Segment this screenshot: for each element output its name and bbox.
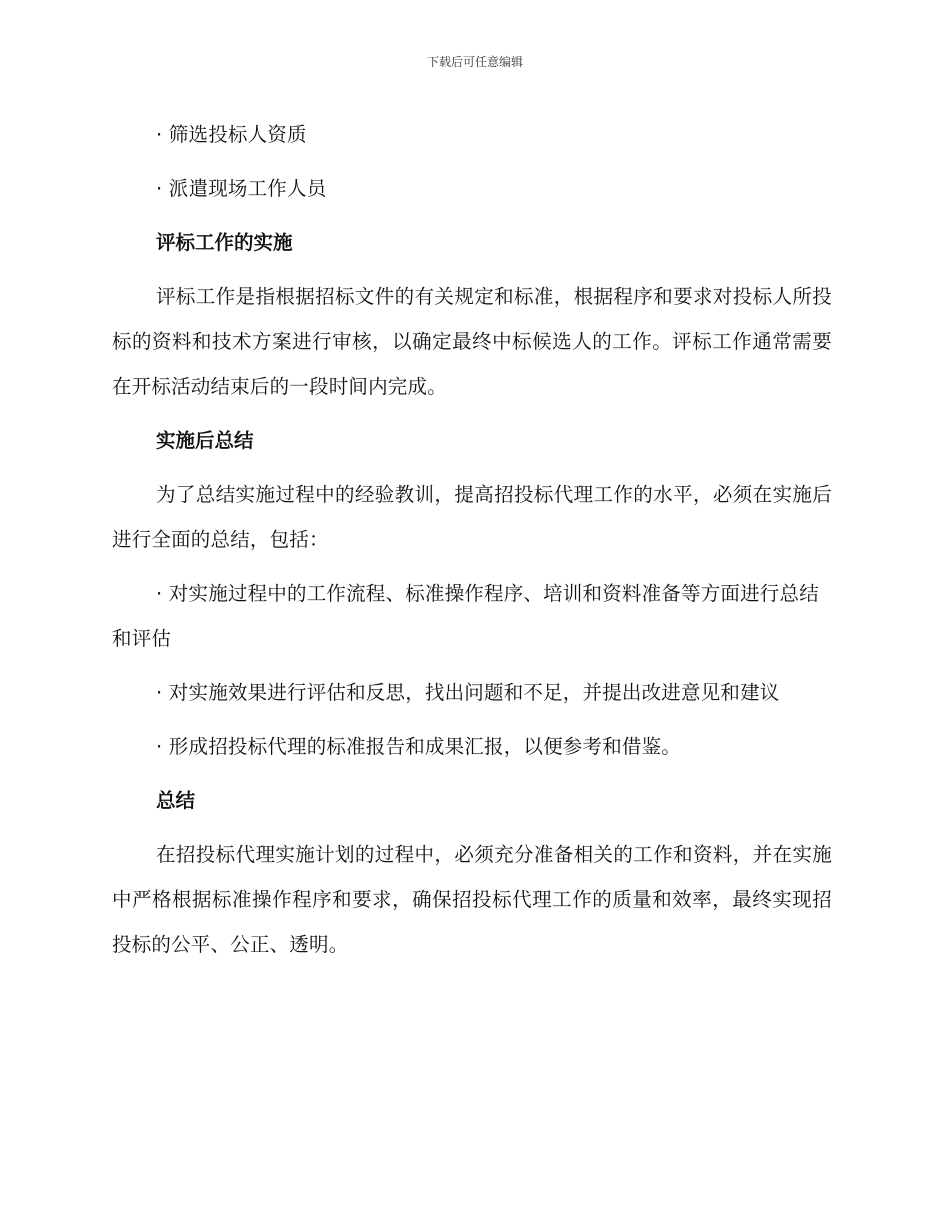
- bullet-dispatch-onsite-staff: · 派遣现场工作人员: [156, 177, 327, 200]
- bullet-standard-report: · 形成招投标代理的标准报告和成果汇报，以便参考和借鉴。: [156, 735, 681, 758]
- section-heading-conclusion: 总结: [156, 789, 196, 812]
- bullet-screen-bidder-qualification: · 筛选投标人资质: [156, 123, 307, 146]
- paragraph-evaluation: 评标工作是指根据招标文件的有关规定和标准，根据程序和要求对投标人所投标的资料和技术方案进行审核，以确定最终中标候选人的工作。评标工作通常需要在开标活动结束后的一段时间内完成。: [112, 285, 832, 398]
- bullet-effect-evaluation: · 对实施效果进行评估和反思，找出问题和不足，并提出改进意见和建议: [156, 681, 780, 704]
- paragraph-conclusion: 在招投标代理实施计划的过程中，必须充分准备相关的工作和资料，并在实施中严格根据标准操作程序和要求，确保招投标代理工作的质量和效率，最终实现招投标的公平、公正、透明。: [112, 843, 832, 956]
- page-header: 下载后可任意编辑: [426, 55, 523, 69]
- section-heading-evaluation: 评标工作的实施: [156, 231, 293, 254]
- paragraph-post-summary: 为了总结实施过程中的经验教训，提高招投标代理工作的水平，必须在实施后进行全面的总结，包括：: [112, 483, 832, 551]
- document-body: [112, 112, 832, 976]
- bullet-process-review: · 对实施过程中的工作流程、标准操作程序、培训和资料准备等方面进行总结和评估: [112, 582, 819, 650]
- section-heading-post-summary: 实施后总结: [156, 429, 254, 452]
